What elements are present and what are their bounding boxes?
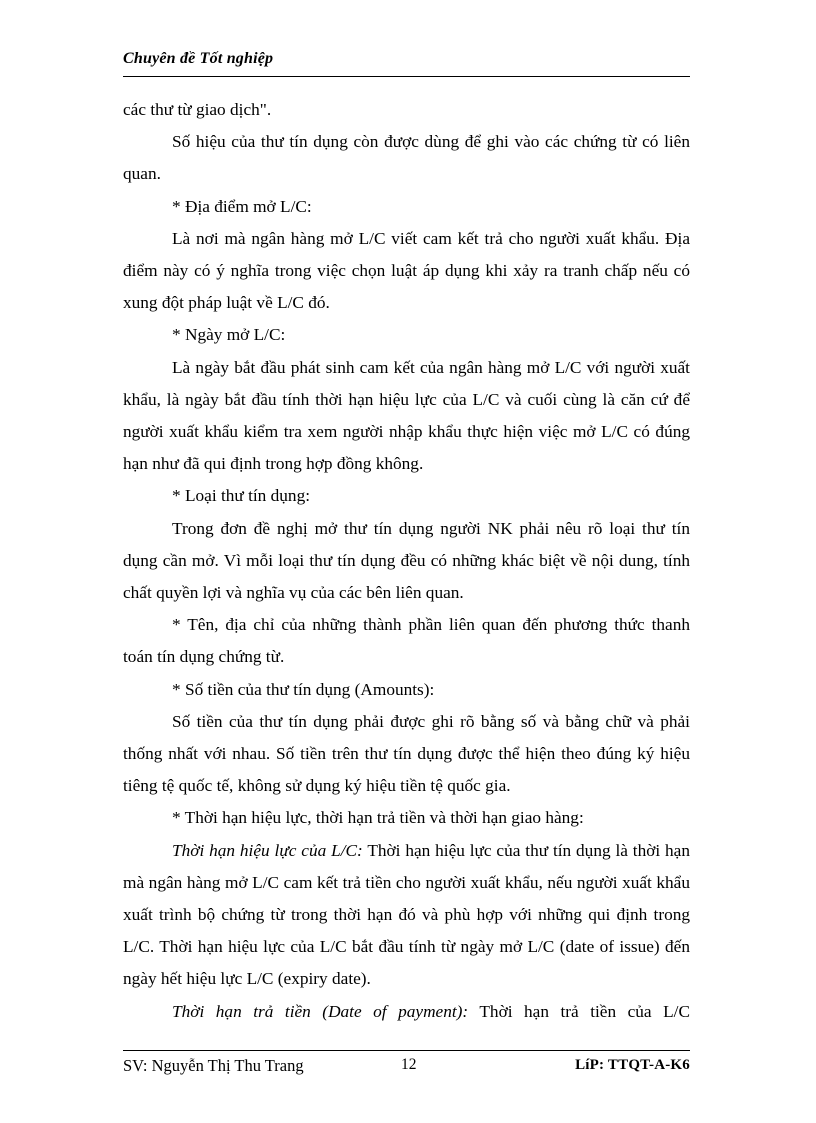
heading-terms: * Thời hạn hiệu lực, thời hạn trả tiền và thời hạn giao hàng: <box>172 808 584 828</box>
footer-page-number: 12 <box>401 1056 417 1073</box>
header-title: Chuyên đề Tốt nghiệp <box>123 50 274 67</box>
paragraph-amounts: Số tiền của thư tín dụng phải được ghi rõ bằng số và bằng chữ và phải thống nhất với nhau. Số tiền trên thư tín dụng được thể hiện theo đúng ký hiệu tiêng tệ quốc tế, không sử dụng ký hiệu tiền tệ quốc gia. <box>123 711 690 796</box>
paragraph-lc-number: Số hiệu của thư tín dụng còn được dùng để ghi vào các chứng từ có liên quan. <box>123 132 690 184</box>
heading-lc-type: * Loại thư tín dụng: <box>172 486 311 506</box>
paragraph-lc-type: Trong đơn đề nghị mở thư tín dụng người NK phải nêu rõ loại thư tín dụng cần mở. Vì mỗi loại thư tín dụng đều có những khác biệt về nội dung, tính chất quyền lợi và nghĩa vụ của các bên liên quan. <box>123 518 690 603</box>
page-header <box>123 48 690 77</box>
validity-text: Thời hạn hiệu lực của thư tín dụng là thời hạn mà ngân hàng mở L/C cam kết trả tiền cho người xuất khẩu, nếu người xuất khẩu xuất trình bộ chứng từ trong thời hạn đó và phù hợp với những qui định trong L/C. Thời hạn hiệu lực của L/C bắt đầu tính từ ngày mở L/C (date of issue) đến ngày hết hiệu lực L/C (expiry date). <box>123 840 690 989</box>
paragraph-continuation: các thư từ giao dịch". <box>123 100 272 119</box>
heading-amounts: * Số tiền của thư tín dụng (Amounts): <box>172 679 435 699</box>
paragraph-parties: * Tên, địa chỉ của những thành phần liên quan đến phương thức thanh toán tín dụng chứng từ. <box>123 615 690 667</box>
payment-date-text: Thời hạn trả tiền của L/C <box>468 1001 690 1021</box>
footer-class: LíP: TTQT-A-K6 <box>575 1057 690 1073</box>
paragraph-payment-date <box>123 996 690 1028</box>
paragraph-validity <box>123 835 690 996</box>
footer-student-name: SV: Nguyễn Thị Thu Trang <box>123 1056 304 1075</box>
validity-lead: Thời hạn hiệu lực của L/C: <box>172 840 363 860</box>
paragraph-date-of-issue: Là ngày bắt đầu phát sinh cam kết của ngân hàng mở L/C với người xuất khẩu, là ngày bắt đầu tính thời hạn hiệu lực của L/C và cuối cùng là căn cứ để người xuất khẩu kiểm tra xem người nhập khẩu thực hiện việc mở L/C có đúng hạn như đã qui định trong hợp đồng không. <box>123 357 690 474</box>
paragraph-place-of-issue: Là nơi mà ngân hàng mở L/C viết cam kết trả cho người xuất khẩu. Địa điểm này có ý nghĩa trong việc chọn luật áp dụng khi xảy ra tranh chấp nếu có xung đột pháp luật về L/C đó. <box>123 228 690 313</box>
page-footer <box>123 1050 690 1081</box>
payment-date-lead: Thời hạn trả tiền (Date of payment): <box>172 1001 469 1021</box>
document-body <box>123 94 690 1028</box>
heading-date-of-issue: * Ngày mở L/C: <box>172 325 286 345</box>
heading-place-of-issue: * Địa điểm mở L/C: <box>172 196 312 216</box>
